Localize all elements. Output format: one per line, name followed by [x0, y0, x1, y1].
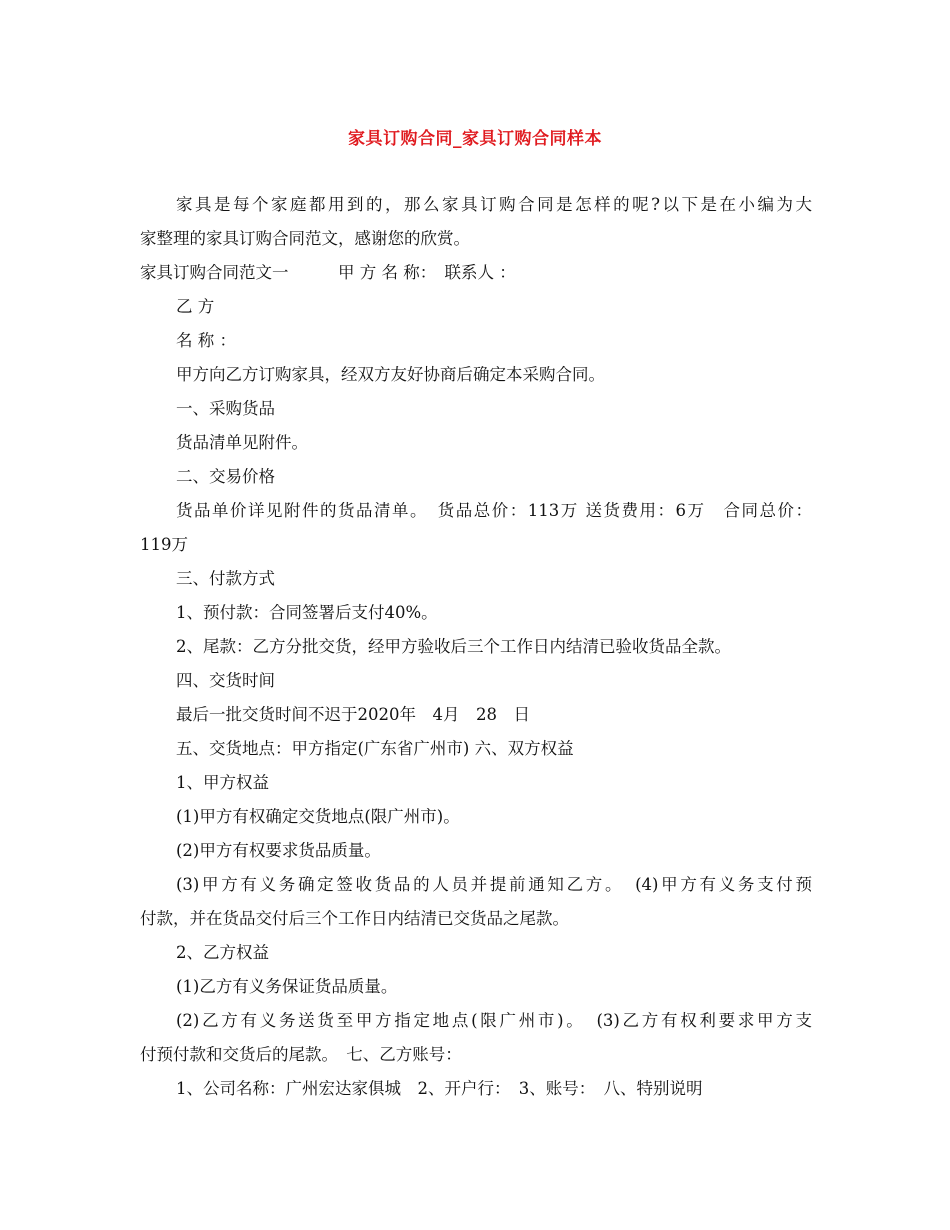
section-4-text: 最后一批交货时间不迟于2020年 4月 28 日 [176, 705, 530, 724]
party-a-right-2: (2)甲方有权要求货品质量。 [176, 841, 381, 860]
sample-heading-party-a: 家具订购合同范文一 甲 方 名 称： 联系人 ： [140, 263, 516, 282]
party-b-right-3-cont: 付预付款和交货后的尾款。 七、乙方账号： [140, 1045, 462, 1064]
account-info: 1、公司名称：广州宏达家俱城 2、开户行： 3、账号： 八、特别说明 [176, 1079, 703, 1098]
section-3-heading: 三、付款方式 [176, 569, 275, 588]
party-b-right-1: (1)乙方有义务保证货品质量。 [176, 977, 398, 996]
party-b-name-label: 名 称 ： [176, 331, 236, 350]
party-b-label: 乙 方 [176, 297, 215, 316]
section-2-total: 119万 [140, 535, 188, 554]
section-1-text: 货品清单见附件。 [176, 433, 308, 452]
party-a-right-3-4: (3)甲方有义务确定签收货品的人员并提前通知乙方。 (4)甲方有义务支付预 [176, 875, 812, 894]
party-b-rights-heading: 2、乙方权益 [176, 943, 269, 962]
section-4-heading: 四、交货时间 [176, 671, 275, 690]
intro-line-2: 家整理的家具订购合同范文，感谢您的欣赏。 [140, 229, 470, 248]
section-2-heading: 二、交易价格 [176, 467, 275, 486]
party-a-right-4-cont: 付款，并在货品交付后三个工作日内结清已交货品之尾款。 [140, 909, 569, 928]
section-1-heading: 一、采购货品 [176, 399, 275, 418]
party-a-rights-heading: 1、甲方权益 [176, 773, 269, 792]
party-b-right-2-3: (2)乙方有义务送货至甲方指定地点(限广州市)。 (3)乙方有权利要求甲方支 [176, 1011, 812, 1030]
section-3-item-2: 2、尾款：乙方分批交货，经甲方验收后三个工作日内结清已验收货品全款。 [176, 637, 731, 656]
document-body [140, 188, 812, 1106]
section-5-6-heading: 五、交货地点：甲方指定(广东省广州市) 六、双方权益 [176, 739, 574, 758]
contract-purpose: 甲方向乙方订购家具，经双方友好协商后确定本采购合同。 [176, 365, 605, 384]
section-3-item-1: 1、预付款：合同签署后支付40%。 [176, 603, 438, 622]
intro-line-1: 家具是每个家庭都用到的，那么家具订购合同是怎样的呢?以下是在小编为大 [176, 195, 812, 214]
party-a-right-1: (1)甲方有权确定交货地点(限广州市)。 [176, 807, 460, 826]
section-2-text: 货品单价详见附件的货品清单。 货品总价：113万 送货费用：6万 合同总价： [176, 501, 812, 520]
document-title: 家具订购合同_家具订购合同样本 [348, 129, 602, 149]
